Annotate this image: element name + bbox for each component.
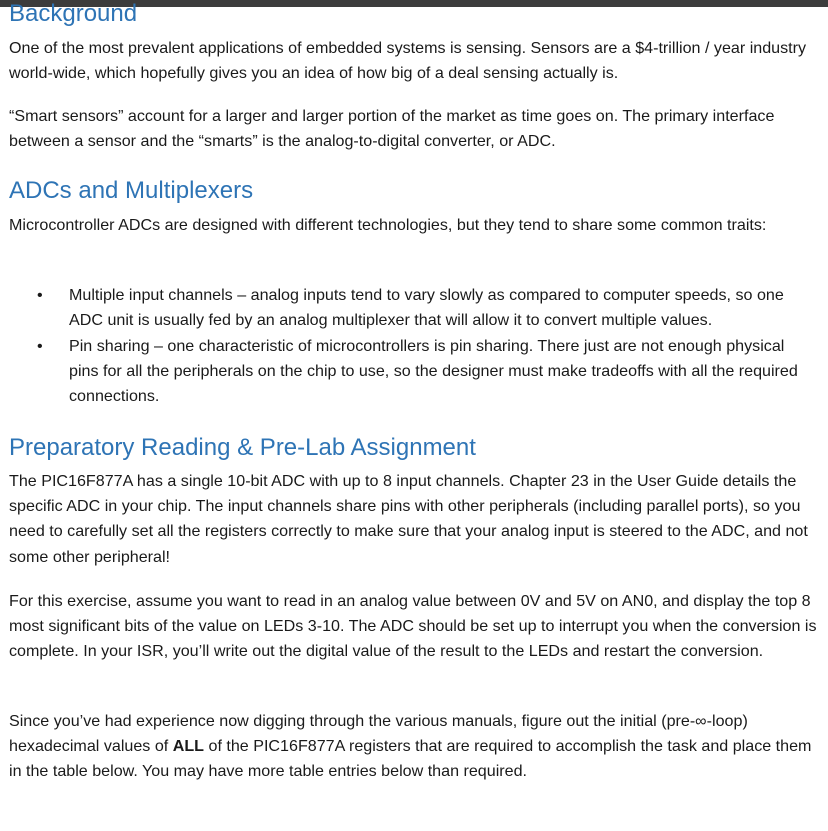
prelab-paragraph-2: For this exercise, assume you want to read in an analog value between 0V and 5V on AN0, and display the top 8 most significant bits of the value on LEDs 3-10. The ADC should be set up to interrupt you when the conversion is complete. In your ISR, you’ll write out the digital value of the result to the LEDs and restart the conversion. [9, 592, 817, 661]
heading-preparatory-reading: Preparatory Reading & Pre-Lab Assignment [9, 434, 476, 461]
prelab-paragraph-3-bold: ALL [172, 737, 205, 756]
bullet-text: Multiple input channels – analog inputs tend to vary slowly as compared to computer speeds, so one ADC unit is usually fed by an analog multiplexer that will allow it to convert multiple values. [69, 286, 784, 330]
adcs-intro-paragraph: Microcontroller ADCs are designed with different technologies, but they tend to share some common traits: [9, 216, 767, 234]
heading-background: Background [9, 0, 138, 27]
background-paragraph-2: “Smart sensors” account for a larger and larger portion of the market as time goes on. The primary interface between a sensor and the “smarts” is the analog-to-digital converter, or ADC. [9, 107, 775, 151]
prelab-paragraph-1: The PIC16F877A has a single 10-bit ADC with up to 8 input channels. Chapter 23 in the User Guide details the specific ADC in your chip. The input channels share pins with other peripherals (including parallel ports), so you need to carefully set all the registers correctly to make sure that your analog input is steered to the ADC, and not some other peripheral! [9, 472, 808, 566]
background-paragraph-1: One of the most prevalent applications of embedded systems is sensing. Sensors are a $4-trillion / year industry world-wide, which hopefully gives you an idea of how big of a deal sensing actually is. [9, 39, 807, 83]
prelab-paragraph-3 [9, 709, 819, 785]
prelab-paragraph-3-end: of the PIC16F877A registers that are required to accomplish the task and place them in the table below. You may have more table entries below than required. [9, 737, 812, 781]
heading-adcs-multiplexers: ADCs and Multiplexers [9, 177, 254, 204]
bullet-icon: • [37, 286, 43, 304]
bullet-icon: • [37, 337, 43, 355]
prelab-paragraph-3-start: Since you’ve had experience now digging through the various manuals, figure out the initial (pre-∞-loop) hexadecimal values of [9, 712, 748, 756]
bullet-text: Pin sharing – one characteristic of microcontrollers is pin sharing. There just are not enough physical pins for all the peripherals on the chip to use, so the designer must make tradeoffs with all the required connections. [69, 337, 798, 406]
